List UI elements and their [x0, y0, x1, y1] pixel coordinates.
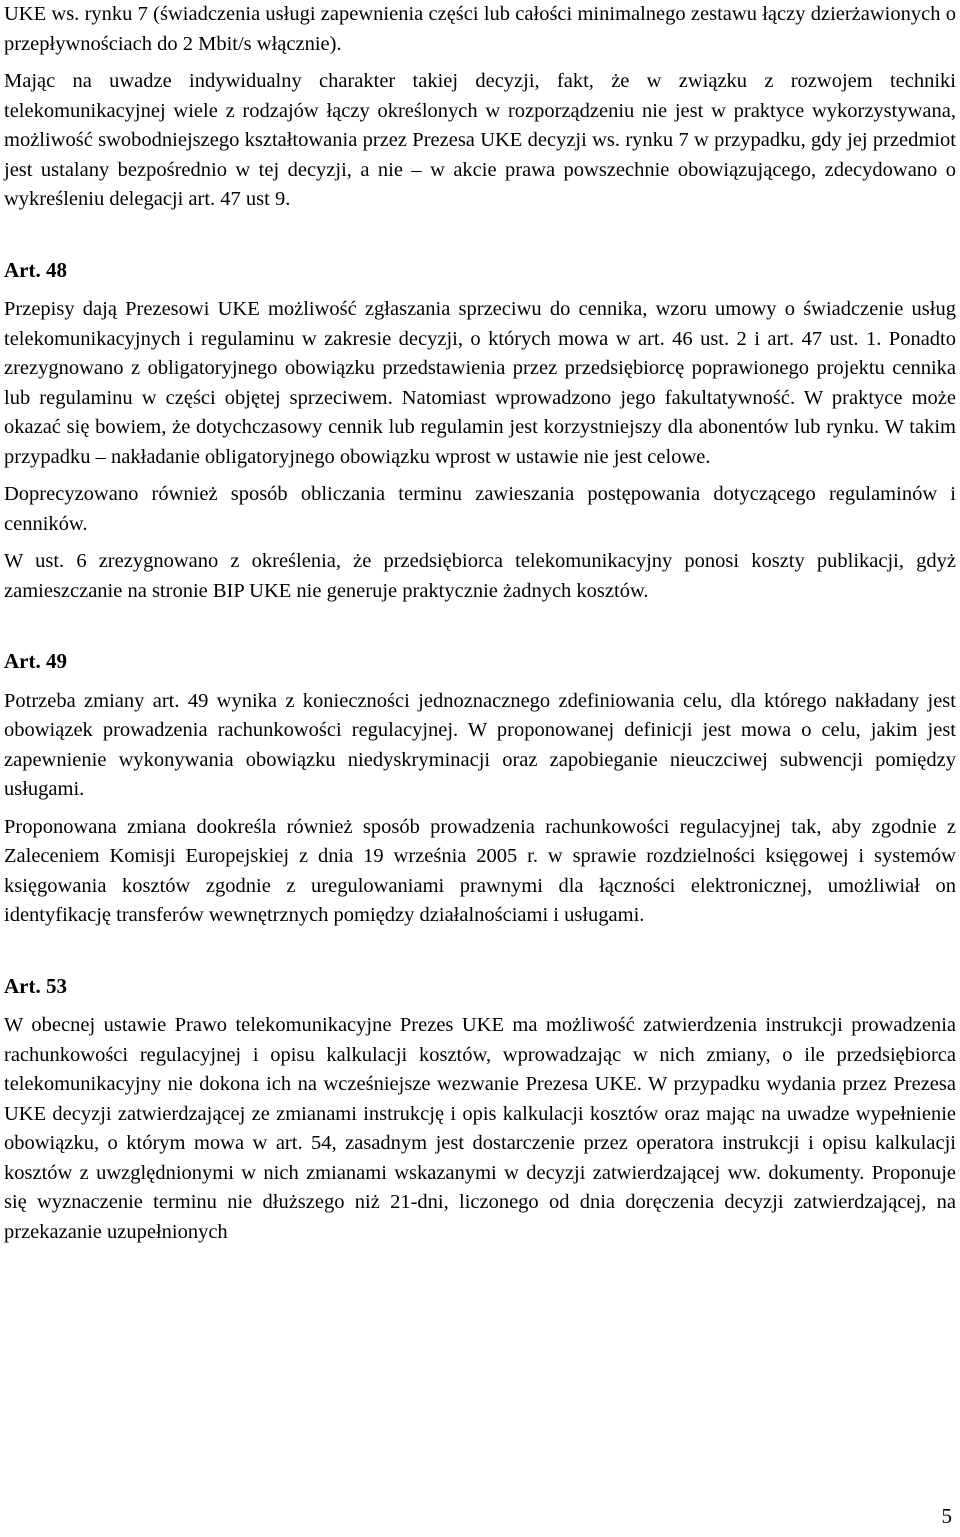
page-number: 5 — [941, 1504, 952, 1528]
paragraph-continuation: UKE ws. rynku 7 (świadczenia usługi zapewnienia części lub całości minimalnego zestawu łączy dzierżawionych o przepływnościach do 2 Mbit/s włącznie). — [4, 3, 956, 55]
document-page — [4, 0, 956, 1247]
section-heading: Art. 49 — [4, 649, 67, 673]
paragraph: Potrzeba zmiany art. 49 wynika z konieczności jednoznacznego zdefiniowania celu, dla którego nakładany jest obowiązek prowadzenia rachunkowości regulacyjnej. W proponowanej definicji jest mowa o celu, jakim jest zapewnienie wykonywania obowiązku niedyskryminacji oraz zapobieganie nieuczciwej subwencji pomiędzy usługami. — [4, 689, 956, 800]
section-heading: Art. 53 — [4, 973, 67, 998]
section-art-48 — [4, 256, 956, 607]
section-heading: Art. 48 — [4, 257, 67, 282]
paragraph: Przepisy dają Prezesowi UKE możliwość zgłaszania sprzeciwu do cennika, wzoru umowy o świadczenie usług telekomunikacyjnych i regulaminu w zakresie decyzji, o których mowa w art. 46 ust. 2 i art. 47 ust. 1. Ponadto zrezygnowano z obligatoryjnego obowiązku przedstawienia przez przedsiębiorcę poprawionego projektu cennika lub regulaminu w części objętej sprzeciwem. Natomiast wprowadzono jego fakultatywność. W praktyce może okazać się bowiem, że dotychczasowy cennik lub regulamin jest korzystniejszy dla abonentów lub rynku. W takim przypadku – nakładanie obligatoryjnego obowiązku wprost w ustawie nie jest celowe. — [4, 298, 956, 468]
paragraph: W obecnej ustawie Prawo telekomunikacyjne Prezes UKE ma możliwość zatwierdzenia instrukcji prowadzenia rachunkowości regulacyjnej i opisu kalkulacji kosztów, wprowadzając w nich zmiany, o ile przedsiębiorca telekomunikacyjny nie dokona ich na wcześniejsze wezwanie Prezesa UKE. W przypadku wydania przez Prezesa UKE decyzji zatwierdzającej ze zmianami instrukcję i opis kalkulacji kosztów oraz mając na uwadze wypełnienie obowiązku, o którym mowa w art. 54, zasadnym jest dostarczenie przez operatora instrukcji i opisu kalkulacji kosztów z uwzględnionymi w nich zmianami wskazanymi w decyzji zatwierdzającej ww. dokumenty. Proponuje się wyznaczenie terminu nie dłuższego niż 21-dni, liczonego od dnia doręczenia decyzji zatwierdzającej, na przekazanie uzupełnionych — [4, 1014, 956, 1243]
section-art-49 — [4, 647, 956, 931]
paragraph: Doprecyzowano również sposób obliczania terminu zawieszania postępowania dotyczącego regulaminów i cenników. — [4, 483, 956, 535]
paragraph: Proponowana zmiana dookreśla również sposób prowadzenia rachunkowości regulacyjnej tak, aby zgodnie z Zaleceniem Komisji Europejskiej z dnia 19 września 2005 r. w sprawie rozdzielności księgowej i systemów księgowania kosztów zgodnie z uregulowaniami prawnymi dla łączności elektronicznej, umożliwiał on identyfikację transferów wewnętrznych pomiędzy działalnościami i usługami. — [4, 815, 956, 926]
section-art-53 — [4, 972, 956, 1248]
paragraph-delegation-removal: Mając na uwadze indywidualny charakter takiej decyzji, fakt, że w związku z rozwojem techniki telekomunikacyjnej wiele z rodzajów łączy określonych w rozporządzeniu nie jest w praktyce wykorzystywana, możliwość swobodniejszego kształtowania przez Prezesa UKE decyzji ws. rynku 7 w przypadku, gdy jej przedmiot jest ustalany bezpośrednio w tej decyzji, a nie – w akcie prawa powszechnie obowiązującego, zdecydowano o wykreśleniu delegacji art. 47 ust 9. — [4, 70, 956, 210]
paragraph: W ust. 6 zrezygnowano z określenia, że przedsiębiorca telekomunikacyjny ponosi koszty publikacji, gdyż zamieszczanie na stronie BIP UKE nie generuje praktycznie żadnych kosztów. — [4, 550, 956, 602]
